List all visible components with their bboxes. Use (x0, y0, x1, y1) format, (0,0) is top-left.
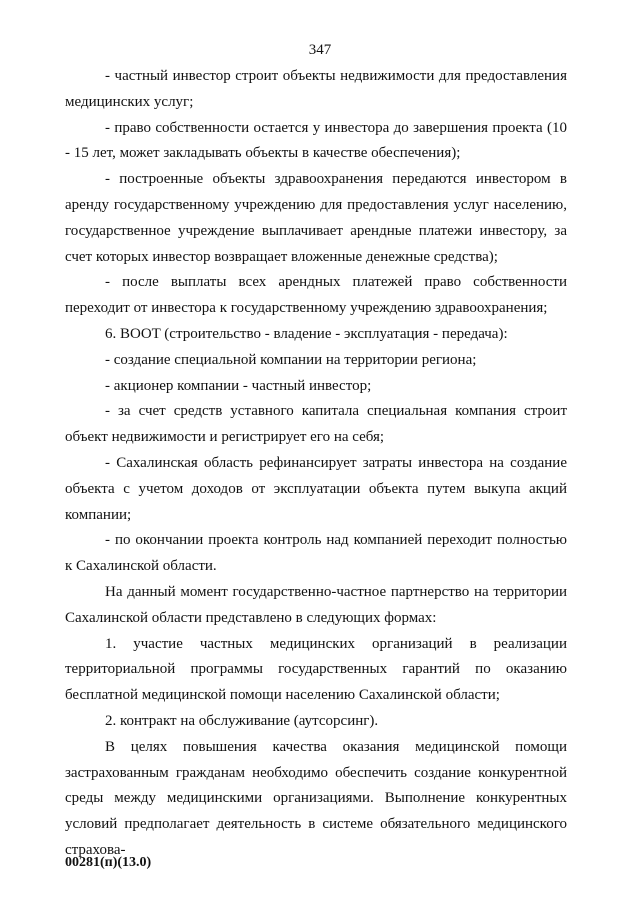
paragraph: В целях повышения качества оказания медицинской помощи застрахованным гражданам необходимо обеспечить создание конкурентной среды между медицинскими организациями. Выполнение конкурентных условий предполагает деятельность в системе обязательного медицинского страхова- (65, 738, 567, 858)
document-code: 00281(п)(13.0) (65, 855, 152, 870)
paragraph: - за счет средств уставного капитала специальная компания строит объект недвижимости и регистрирует его на себя; (65, 403, 567, 446)
document-body (65, 64, 567, 864)
paragraph: 6. BOOT (строительство - владение - эксплуатация - передача): (105, 325, 508, 342)
paragraph: 1. участие частных медицинских организаций в реализации территориальной программы государственных гарантий по оказанию бесплатной медицинской помощи населению Сахалинской области; (65, 635, 567, 704)
paragraph: - создание специальной компании на территории региона; (105, 351, 477, 368)
paragraph: 2. контракт на обслуживание (аутсорсинг). (105, 712, 379, 729)
paragraph: - после выплаты всех арендных платежей право собственности переходит от инвестора к государственному учреждению здравоохранения; (65, 274, 567, 317)
paragraph: - акционер компании - частный инвестор; (105, 377, 372, 394)
page-number: 347 (308, 42, 332, 58)
paragraph: - право собственности остается у инвестора до завершения проекта (10 - 15 лет, может закладывать объекты в качестве обеспечения); (65, 119, 567, 162)
paragraph: - построенные объекты здравоохранения передаются инвестором в аренду государственному учреждению для предоставления услуг населению, государственное учреждение выплачивает арендные платежи инвестору, за счет которых инвестор возвращает вложенные денежные средства); (65, 171, 567, 265)
paragraph: - частный инвестор строит объекты недвижимости для предоставления медицинских услуг; (65, 68, 567, 110)
paragraph: - по окончании проекта контроль над компанией переходит полностью к Сахалинской области. (65, 532, 567, 575)
paragraph: - Сахалинская область рефинансирует затраты инвестора на создание объекта с учетом доходов от эксплуатации объекта путем выкупа акций компании; (65, 454, 567, 523)
paragraph: На данный момент государственно-частное партнерство на территории Сахалинской области представлено в следующих формах: (65, 583, 567, 626)
